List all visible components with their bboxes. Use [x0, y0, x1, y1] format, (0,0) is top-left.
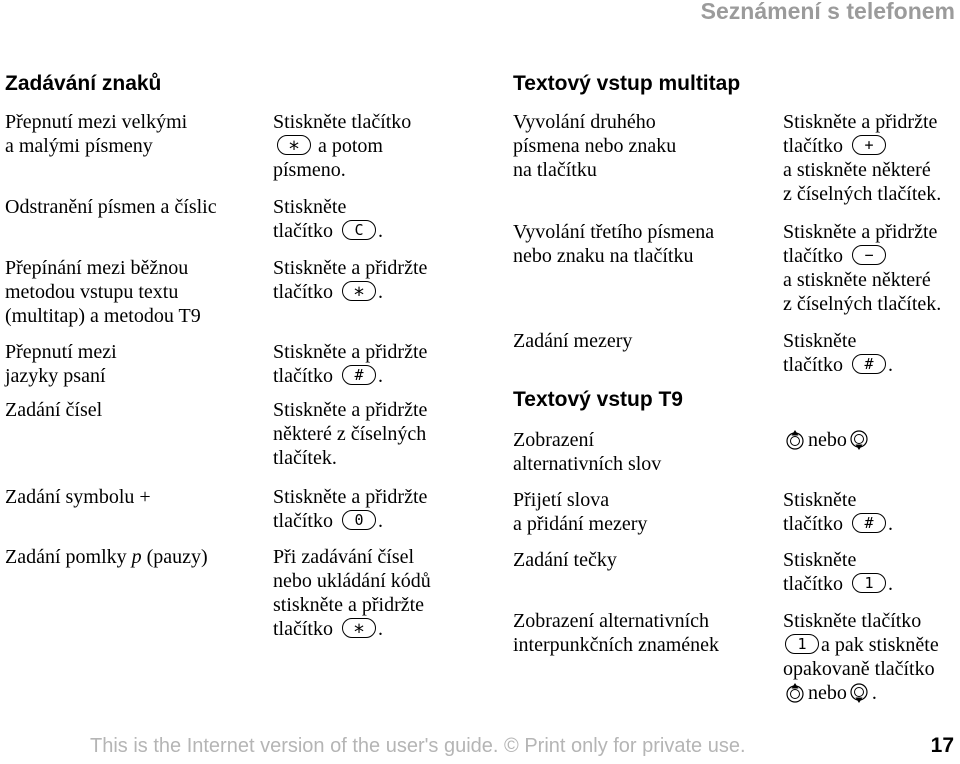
section-heading-multitap: Textový vstup multitap [513, 72, 741, 95]
hash-key-icon [342, 365, 376, 385]
zero-key-icon [342, 510, 376, 530]
value-line [783, 134, 941, 158]
label-line: Přijetí slova [513, 489, 610, 511]
value-line: a stiskněte některé [783, 159, 931, 181]
row-value [783, 609, 939, 705]
value-line: Stiskněte tlačítko [273, 111, 412, 133]
label-line: nebo znaku na tlačítku [513, 245, 694, 267]
value-text: tlačítko [273, 365, 333, 387]
one-key-icon [785, 634, 819, 654]
value-line [783, 428, 872, 452]
label-text: Zadání pomlky [5, 546, 127, 568]
value-text: . [377, 281, 383, 303]
value-text: tlačítko [783, 135, 843, 157]
value-text: . [377, 618, 383, 640]
value-line [783, 353, 893, 377]
value-line [273, 280, 427, 304]
key-glyph: 1 [797, 634, 807, 653]
row-value [273, 545, 431, 641]
row-label [5, 398, 102, 422]
value-line: opakovaně tlačítko [783, 658, 935, 680]
value-text: . [377, 510, 383, 532]
nav-up-icon [786, 682, 804, 704]
value-text: . [377, 365, 383, 387]
value-line: Stiskněte a přidržte [783, 221, 938, 243]
value-line: Stiskněte a přidržte [273, 486, 428, 508]
row-label [5, 110, 187, 158]
value-line: stiskněte a přidržte [273, 594, 425, 616]
label-line: metodou vstupu textu [5, 281, 179, 303]
value-text: tlačítko [273, 281, 333, 303]
key-glyph: C [354, 220, 364, 239]
nav-down-icon [850, 429, 868, 451]
value-line [273, 219, 383, 243]
plus-key-icon [852, 135, 886, 155]
row-value [783, 110, 941, 206]
key-glyph: 0 [354, 510, 364, 529]
value-line: Při zadávání čísel [273, 546, 415, 568]
key-glyph: + [864, 135, 874, 154]
label-line: Zadání mezery [513, 330, 633, 352]
value-line [783, 244, 941, 268]
value-text: nebo [808, 682, 847, 704]
value-line [273, 364, 427, 388]
row-label [5, 256, 201, 328]
value-text: tlačítko [273, 220, 333, 242]
label-line: Zadání tečky [513, 549, 617, 571]
value-line [783, 633, 939, 657]
star-key-icon [342, 618, 376, 638]
value-line: Stiskněte a přidržte [273, 399, 428, 421]
row-label [5, 545, 208, 569]
value-text: tlačítko [783, 245, 843, 267]
value-text: tlačítko [783, 573, 843, 595]
row-value [783, 220, 941, 316]
value-text: tlačítko [783, 354, 843, 376]
label-line: a přidání mezery [513, 513, 648, 535]
value-line [273, 134, 411, 158]
key-glyph: * [287, 136, 301, 155]
row-label [513, 220, 714, 268]
value-line: z číselných tlačítek. [783, 293, 942, 315]
label-line: Zobrazení alternativních [513, 610, 710, 632]
key-glyph: * [352, 282, 365, 301]
label-line: interpunkčních znamének [513, 634, 720, 656]
value-text: nebo [808, 429, 847, 451]
value-text: a pak stiskněte [821, 634, 939, 656]
c-key-icon [342, 220, 376, 240]
value-line [273, 617, 431, 641]
value-line: Stiskněte tlačítko [783, 610, 922, 632]
row-label [513, 110, 676, 182]
row-label [513, 609, 719, 657]
minus-key-icon [852, 245, 886, 265]
label-line: alternativních slov [513, 453, 662, 475]
nav-up-icon [786, 429, 804, 451]
key-glyph: # [864, 354, 874, 373]
value-line: Stiskněte a přidržte [273, 341, 428, 363]
label-line: Přepnutí mezi [5, 341, 117, 363]
footer-notice: This is the Internet version of the user's guide. © Print only for private use. [90, 735, 746, 757]
value-text: . [887, 354, 893, 376]
value-line: z číselných tlačítek. [783, 183, 942, 205]
value-line: Stiskněte [273, 196, 347, 218]
hash-key-icon [852, 513, 886, 533]
one-key-icon [852, 573, 886, 593]
row-label [5, 340, 117, 388]
value-text: . [377, 220, 383, 242]
section-heading-t9: Textový vstup T9 [513, 388, 683, 411]
value-line: písmeno. [273, 159, 346, 181]
row-label [513, 329, 632, 353]
label-line: Vyvolání třetího písmena [513, 221, 715, 243]
label-line: Přepínání mezi běžnou [5, 257, 189, 279]
row-value [273, 110, 411, 182]
value-line: Stiskněte [783, 489, 857, 511]
row-label [5, 485, 151, 509]
label-italic-text: p [131, 546, 142, 568]
value-line [783, 681, 939, 705]
section-heading-zadavani-znaku: Zadávání znaků [5, 72, 162, 95]
hash-key-icon [852, 354, 886, 374]
value-line: Stiskněte a přidržte [273, 257, 428, 279]
value-text: tlačítko [783, 513, 843, 535]
label-line [5, 545, 208, 569]
value-line: tlačítek. [273, 447, 337, 469]
label-line: Zadání čísel [5, 399, 103, 421]
value-line [783, 572, 893, 596]
row-value [273, 485, 427, 533]
value-line: Stiskněte a přidržte [783, 111, 938, 133]
label-line: Zadání symbolu + [5, 486, 151, 508]
key-glyph: − [864, 245, 874, 264]
label-line: (multitap) a metodou T9 [5, 305, 201, 327]
value-line: a stiskněte některé [783, 269, 931, 291]
chapter-title: Seznámení s telefonem [700, 0, 955, 24]
row-label [513, 428, 661, 476]
row-label [513, 548, 617, 572]
key-glyph: 1 [864, 573, 874, 592]
row-value [273, 256, 427, 304]
value-line [783, 512, 893, 536]
key-glyph: # [864, 513, 874, 532]
row-value [783, 548, 893, 596]
value-text: . [871, 682, 877, 704]
value-line [273, 509, 427, 533]
value-text: tlačítko [273, 618, 333, 640]
row-label [5, 195, 217, 219]
value-line: některé z číselných [273, 423, 427, 445]
row-value [783, 488, 893, 536]
row-value [273, 195, 383, 243]
value-text: tlačítko [273, 510, 333, 532]
value-line: Stiskněte [783, 330, 857, 352]
row-value [783, 329, 893, 377]
row-value [273, 340, 427, 388]
row-value [783, 428, 872, 452]
value-text: a potom [318, 135, 383, 157]
label-line: na tlačítku [513, 159, 597, 181]
label-line: a malými písmeny [5, 135, 153, 157]
label-line: jazyky psaní [5, 365, 106, 387]
label-text: (pauzy) [146, 546, 208, 568]
value-text: . [887, 513, 893, 535]
row-value [273, 398, 427, 470]
label-line: písmena nebo znaku [513, 135, 677, 157]
label-line: Vyvolání druhého [513, 111, 656, 133]
row-label [513, 488, 647, 536]
key-glyph: # [354, 365, 364, 384]
value-line: nebo ukládání kódů [273, 570, 431, 592]
label-line: Odstranění písmen a číslic [5, 196, 217, 218]
value-text: . [887, 573, 893, 595]
value-line: Stiskněte [783, 549, 857, 571]
label-line: Zobrazení [513, 429, 595, 451]
page-number: 17 [930, 734, 954, 757]
key-glyph: * [352, 619, 365, 638]
star-key-icon [277, 135, 311, 155]
nav-down-icon [850, 682, 868, 704]
star-key-icon [342, 281, 376, 301]
label-line: Přepnutí mezi velkými [5, 111, 188, 133]
